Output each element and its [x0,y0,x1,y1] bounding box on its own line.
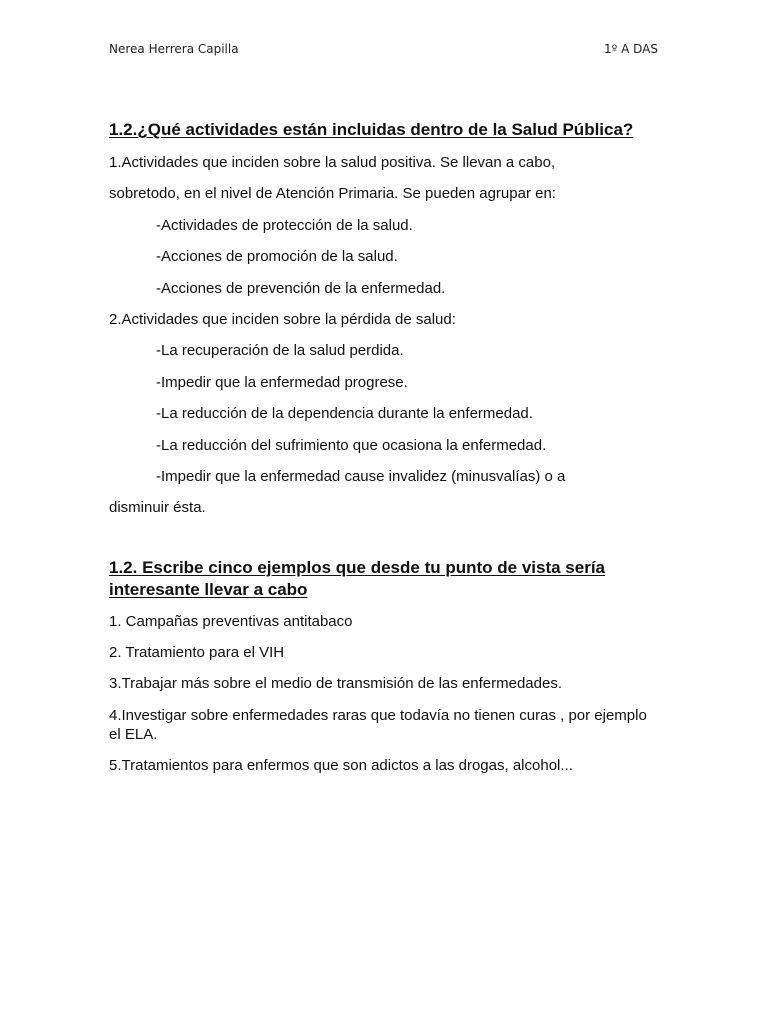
section-examples [109,557,649,775]
list-item: -Acciones de promoción de la salud. [156,248,398,266]
paragraph-line: 2.Actividades que inciden sobre la pérdida de salud: [109,310,456,328]
document-body [109,119,649,788]
section-activities [109,119,649,517]
paragraph-line: disminuir ésta. [109,499,206,517]
list-item: -Impedir que la enfermedad cause invalidez (minusvalías) o a [156,467,566,485]
list-item: -La reducción del sufrimiento que ocasiona la enfermedad. [156,436,547,454]
list-item: -Acciones de prevención de la enfermedad. [156,279,446,297]
list-item: 1. Campañas preventivas antitabaco [109,613,353,631]
list-item: -Impedir que la enfermedad progrese. [156,373,408,391]
author-name: Nerea Herrera Capilla [109,42,239,56]
course-label: 1º A DAS [604,42,658,56]
list-item: -La reducción de la dependencia durante la enfermedad. [156,405,533,423]
list-item: 2. Tratamiento para el VIH [109,644,285,662]
paragraph-line: 1.Actividades que inciden sobre la salud positiva. Se llevan a cabo, [109,154,556,171]
list-item: -Actividades de protección de la salud. [156,216,413,234]
list-item: 3.Trabajar más sobre el medio de transmisión de las enfermedades. [109,675,563,693]
list-item: 4.Investigar sobre enfermedades raras que todavía no tienen curas , por ejemplo el ELA. [109,707,647,744]
list-item: 5.Tratamientos para enfermos que son adictos a las drogas, alcohol... [109,757,573,775]
paragraph-line: sobretodo, en el nivel de Atención Primaria. Se pueden agrupar en: [109,185,556,203]
section-title-examples: 1.2. Escribe cinco ejemplos que desde tu punto de vista sería interesante llevar a cabo [109,558,605,600]
section-title-activities: 1.2.¿Qué actividades están incluidas dentro de la Salud Pública? [109,120,634,139]
page-header [109,42,658,62]
list-item: -La recuperación de la salud perdida. [156,342,404,360]
